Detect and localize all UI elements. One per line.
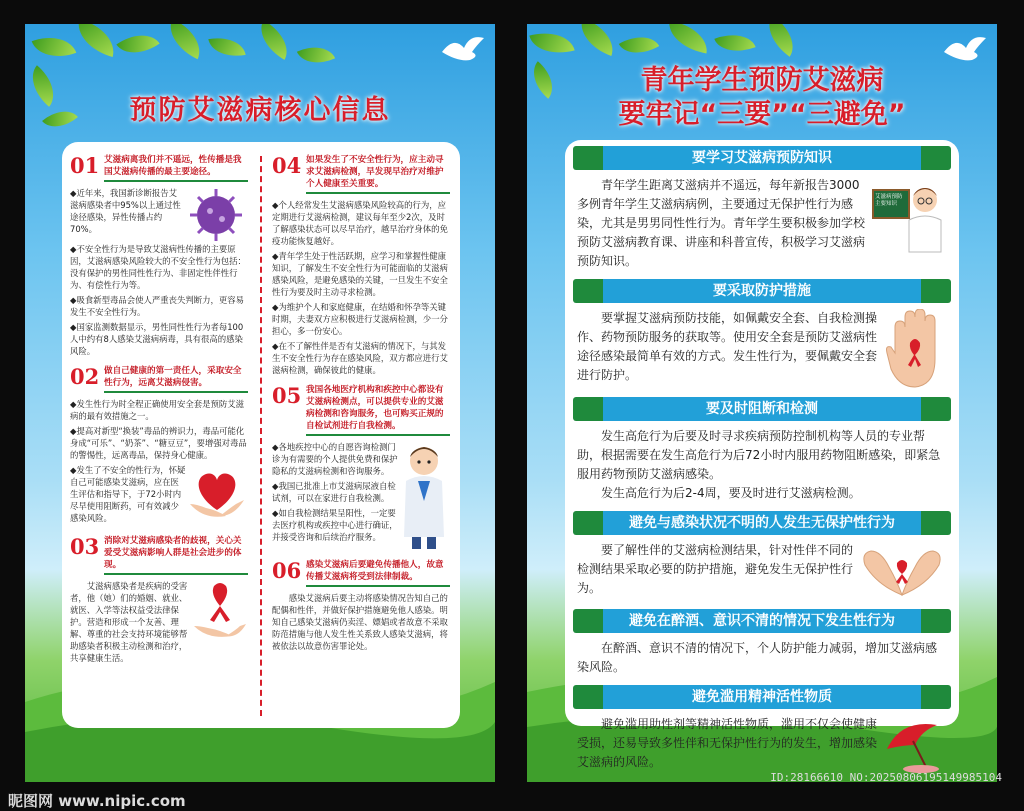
section-paragraph: 艾滋病感染者是疾病的受害者，他（她）们的婚姻、就业、就医、入学等法权益受法律保护。营造和形成一个友善、理解、尊重的社会支持环境能够帮助感染者积极主动检测和治疗，共享健康生活。 [70,581,188,663]
hand-red-ribbon-icon [885,309,947,389]
section-text-2: 发生高危行为后2-4周，要及时进行艾滋病检测。 [601,486,861,500]
section-text: 避免滥用助性剂等精神活性物质，滥用不仅会使健康受损，还易导致多性伴和无保护性行为的发生，增加感染艾滋病的风险。 [577,717,878,769]
section-number: 05 [272,383,302,408]
section-paragraph: ◆在不了解性伴是否有艾滋病的情况下，与其发生不安全性行为存在感染风险，双方都应进行艾滋病检测，确保彼此的健康。 [272,341,448,375]
section-paragraph: ◆近年来，我国新诊断报告艾滋病感染者中95%以上通过性途径感染，异性传播占约70%。 [70,188,181,234]
section-paragraph: ◆青年学生处于性活跃期，应学习和掌握性健康知识，了解发生不安全性行为可能面临的艾滋病感染风险，是避免感染的关键，一旦发生不安全性行为要及时主动寻求检测。 [272,251,448,297]
section-header: 要及时阻断和检测 [573,397,951,421]
section-number: 03 [70,534,100,559]
section-header: 避免在醉酒、意识不清的情况下发生性行为 [573,609,951,633]
page-title [527,64,997,132]
section-title: 我国各地医疗机构和疾控中心都设有艾滋病检测点，可以提供专业的艾滋病检测和咨询服务，也可购买正规的自检试剂进行自我检测。 [306,384,450,436]
teacher-icon [869,176,947,271]
section-text: 青年学生距离艾滋病并不遥远，每年新报告3000多例青年学生艾滋病病例，主要通过无保护性行为感染，尤其是男男同性性行为。青年学生要积极参加学校预防艾滋病教育课、讲座和科普宣传，积极学习艾滋病预防知识。 [577,178,866,268]
dove-icon [942,34,988,64]
title-line-2: 要牢记“三要”“三避免” [618,99,906,130]
section-header: 要采取防护措施 [573,279,951,303]
section-paragraph: ◆国家监测数据显示，男性同性性行为者每100人中约有8人感染艾滋病病毒，具有很高的感染风险。 [70,322,244,356]
section-paragraph: ◆提高对新型“换装”毒品的辨识力，毒品可能化身成“可乐”、“奶茶”、“糖豆豆”，要增强对毒品的警惕性，远离毒品，保持身心健康。 [70,426,247,460]
section-paragraph: ◆各地疾控中心的自愿咨询检测门诊为有需要的个人提供免费和保护隐私的艾滋病检测和咨询服务。 [272,442,398,476]
heart-hands-icon [857,541,947,601]
left-poster [25,24,495,782]
section-03 [70,535,248,667]
section-paragraph: ◆发生了不安全的性行为，怀疑自己可能感染艾滋病，应在医生评估和指导下，于72小时内尽早使用阻断药，可有效减少感染风险。 [70,465,186,523]
section-number: 01 [70,153,100,178]
section-paragraph: ◆发生性行为时全程正确使用安全套是预防艾滋病的最有效措施之一。 [70,399,244,421]
section-title: 消除对艾滋病感染者的歧视，关心关爱受艾滋病影响人群是社会进步的体现。 [104,535,248,575]
section-paragraph: ◆个人经常发生艾滋病感染风险较高的行为，应定期进行艾滋病检测，建议每年至少2次，及时了解感染状态可以尽早治疗，越早治疗身体的免疫功能恢复越好。 [272,200,448,246]
content-card [565,140,959,769]
section-header: 避免与感染状况不明的人发生无保护性行为 [573,511,951,535]
content-card [62,142,460,728]
section-avoid-drugs [577,685,947,775]
section-protect [577,279,947,389]
dove-icon [440,34,486,64]
red-ribbon-hands-icon [192,580,248,640]
section-avoid-unknown [577,511,947,601]
umbrella-icon [881,715,947,775]
column-divider [260,156,262,716]
section-number: 06 [272,558,302,583]
watermark-id: ID:28166610 NO:20250806195149985104 [770,771,1002,784]
section-avoid-drunk [577,609,947,677]
section-text: 要掌握艾滋病预防技能，如佩戴安全套、自我检测操作、药物预防服务的获取等。使用安全套是预防艾滋病性途径感染最简单有效的方式。发生性行为，要佩戴安全套进行防护。 [577,311,878,382]
section-paragraph: ◆不安全性行为是导致艾滋病性传播的主要原因，艾滋病感染风险较大的不安全性行为包括：没有保护的男性同性性行为、非固定性伴性行为、有偿性行为等。 [70,244,246,290]
section-02 [70,365,248,527]
section-paragraph: 感染艾滋病后要主动将感染情况告知自己的配偶和性伴，并做好保护措施避免他人感染。明知自己感染艾滋病仍卖淫、嫖娼或者故意不采取防范措施与他人发生性关系致人感染艾滋病，将被依法以故意伤害罪论处。 [272,593,448,651]
doctor-icon [398,441,450,551]
section-text: 发生高危行为后要及时寻求疾病预防控制机构等人员的专业帮助，根据需要在发生高危行为后72小时内服用药物阻断感染，即紧急服用药物预防艾滋病感染。 [577,429,941,481]
section-header: 要学习艾滋病预防知识 [573,146,951,170]
right-column [272,150,450,660]
section-block-test [577,397,947,503]
section-title: 做自己健康的第一责任人，采取安全性行为，远离艾滋病侵害。 [104,365,248,393]
section-learn [577,146,947,271]
section-number: 04 [272,153,302,178]
section-header: 避免滥用精神活性物质 [573,685,951,709]
board-label: 艾滋病预防 主要知识 [875,194,903,207]
title-line-1: 青年学生预防艾滋病 [640,65,884,96]
section-paragraph: ◆如自我检测结果呈阳性，一定要去医疗机构或疾控中心进行确证，并接受咨询和后续治疗服务。 [272,508,398,542]
section-paragraph: ◆我国已批准上市艾滋病尿液自检试剂，可以在家进行自我检测。 [272,481,396,503]
section-04 [272,154,450,376]
section-paragraph: ◆吸食新型毒品会使人严重丧失判断力，更容易发生不安全性行为。 [70,295,244,317]
section-title: 艾滋病离我们并不遥远，性传播是我国艾滋病传播的最主要途径。 [104,154,248,182]
section-title: 如果发生了不安全性行为，应主动寻求艾滋病检测，早发现早治疗对维护个人健康至关重要。 [306,154,450,194]
watermark-logo: 昵图网 www.nipic.com [8,792,186,810]
virus-icon [184,187,248,243]
heart-in-hands-icon [186,464,248,520]
right-poster [527,24,997,782]
section-text: 要了解性伴的艾滋病检测结果，针对性伴不同的检测结果采取必要的防护措施，避免发生无保护性行为。 [577,543,854,595]
section-number: 02 [70,364,100,389]
section-paragraph: ◆为维护个人和家庭健康，在结婚和怀孕等关键时期，夫妻双方应积极进行艾滋病检测，少一分担心，多一份安心。 [272,302,448,336]
section-text: 在醉酒、意识不清的情况下，个人防护能力减弱，增加艾滋病感染风险。 [577,641,938,674]
section-01 [70,154,248,357]
section-05 [272,384,450,551]
left-column [70,150,248,675]
section-06 [272,559,450,652]
page-title: 预防艾滋病核心信息 [129,95,391,126]
section-title: 感染艾滋病后要避免传播他人，故意传播艾滋病将受到法律制裁。 [306,559,450,587]
